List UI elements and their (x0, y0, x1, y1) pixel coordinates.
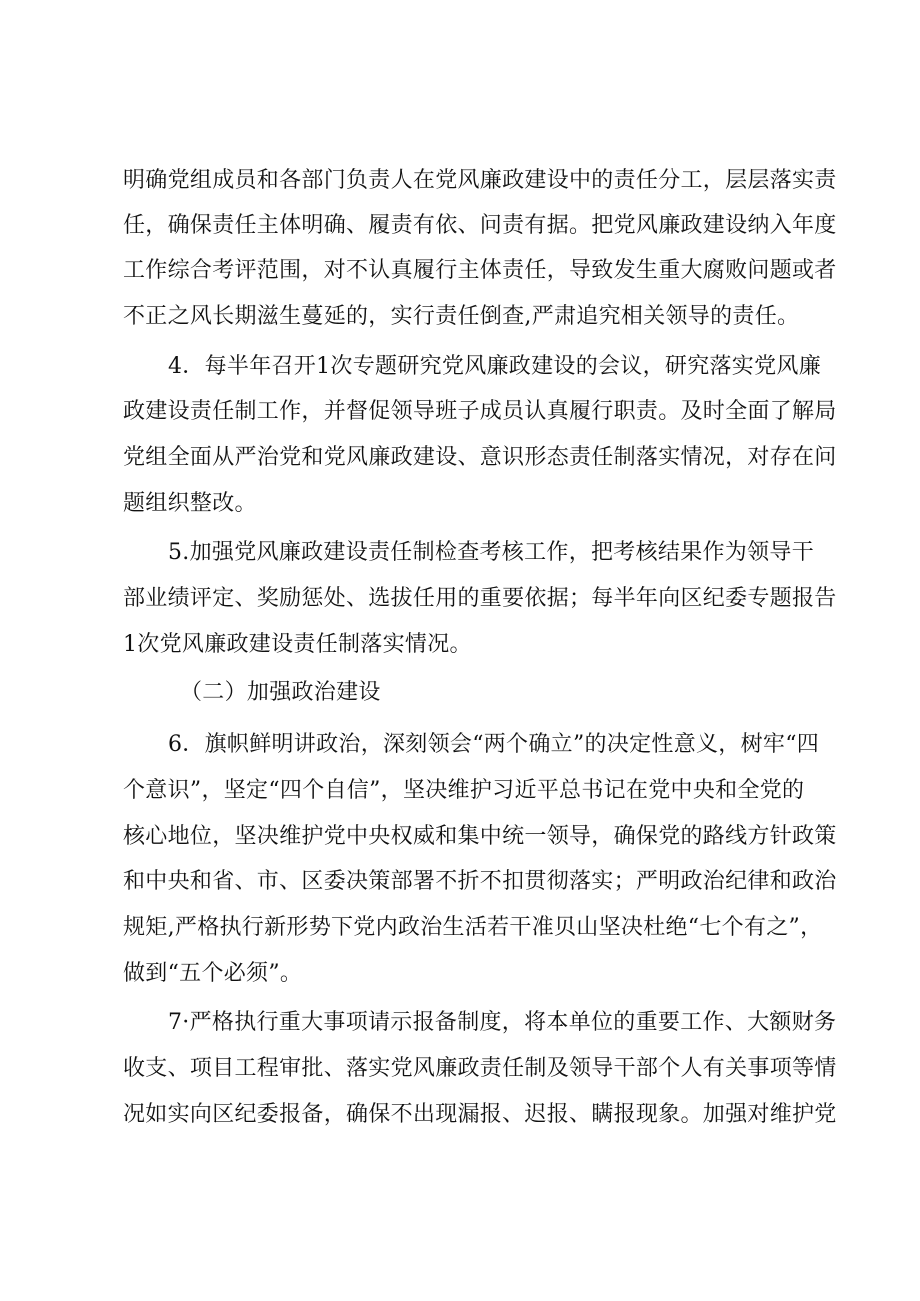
text-line: 核心地位，坚决维护党中央权威和集中统一领导，确保党的路线方针政策 (123, 824, 837, 849)
section-heading: （二）加强政治建设 (180, 680, 381, 705)
text-line: 个意识”，坚定“四个自信”，坚决维护习近平总书记在党中央和全党的 (123, 778, 805, 803)
text-line: 任，确保责任主体明确、履责有依、问责有据。把党风廉政建设纳入年度 (123, 213, 837, 238)
text-line: 部业绩评定、奖励惩处、选拔任用的重要依据；每半年向区纪委专题报告 (123, 586, 837, 611)
text-line: 况如实向区纪委报备，确保不出现漏报、迟报、瞒报现象。加强对维护党 (123, 1102, 837, 1127)
text-line: 做到“五个必须”。 (123, 961, 303, 986)
text-line: 工作综合考评范围，对不认真履行主体责任，导致发生重大腐败问题或者 (123, 258, 837, 283)
paragraph-6-start: 6．旗帜鲜明讲政治，深刻领会“两个确立”的决定性意义，树牢“四 (168, 732, 820, 757)
text-line: 1次党风廉政建设责任制落实情况。 (123, 632, 472, 657)
text-line: 规矩,严格执行新形势下党内政治生活若干准贝山坚决杜绝“七个有之”， (123, 915, 823, 940)
text-line: 党组全面从严治党和党风廉政建设、意识形态责任制落实情况，对存在问 (123, 445, 837, 470)
text-line: 明确党组成员和各部门负责人在党风廉政建设中的责任分工，层层落实责 (123, 168, 837, 193)
text-line: 政建设责任制工作，并督促领导班子成员认真履行职责。及时全面了解局 (123, 399, 837, 424)
text-line: 收支、项目工程审批、落实党风廉政责任制及领导干部个人有关事项等情 (123, 1056, 837, 1081)
text-line: 题组织整改。 (123, 491, 257, 516)
paragraph-7-start: 7·严格执行重大事项请示报备制度，将本单位的重要工作、大额财务 (168, 1010, 837, 1035)
paragraph-4-start: 4．每半年召开1次专题研究党风廉政建设的会议，研究落实党风廉 (168, 354, 821, 379)
text-line: 和中央和省、市、区委决策部署不折不扣贯彻落实；严明政治纪律和政治 (123, 869, 837, 894)
paragraph-5-start: 5.加强党风廉政建设责任制检查考核工作，把考核结果作为领导干 (168, 540, 814, 565)
text-line: 不正之风长期滋生蔓延的，实行责任倒查,严肃追究相关领导的责任。 (123, 304, 800, 329)
